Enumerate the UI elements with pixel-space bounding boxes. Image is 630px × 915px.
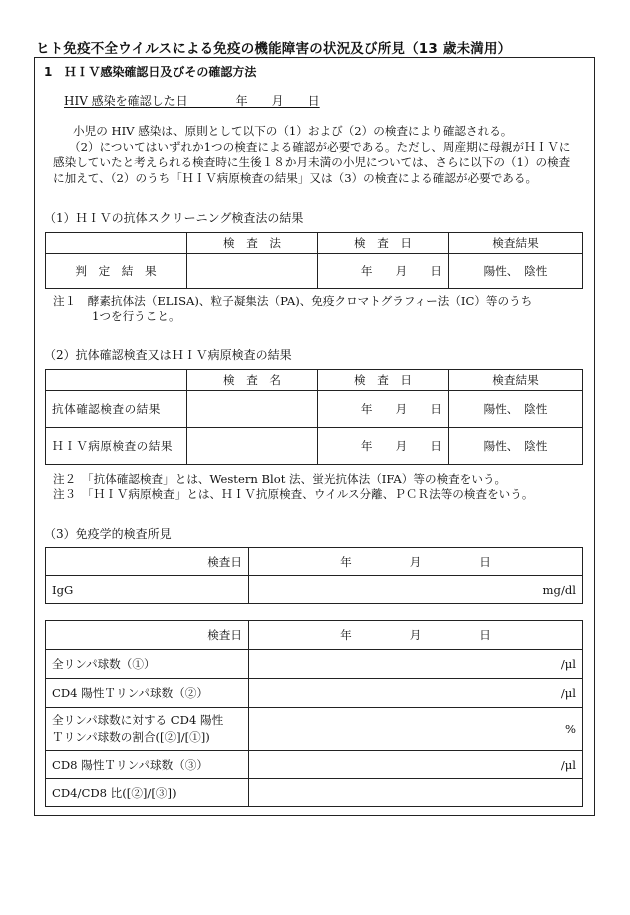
screening-header-date: 検 査 日 [318, 233, 449, 254]
confirm-table [45, 369, 583, 465]
lymph-row-unit: /μl [249, 650, 583, 679]
screening-header-result: 検査結果 [449, 233, 583, 254]
confirm-header-blank [46, 370, 187, 391]
confirm-date-cell: 年 月 日 [318, 391, 449, 428]
igg-value-row [46, 576, 583, 604]
igg-table [45, 547, 583, 604]
confirm-header-row [46, 370, 583, 391]
confirm-heading: （2）抗体確認検査又はＨＩＶ病原検査の結果 [44, 348, 292, 362]
lymph-date-row [46, 621, 583, 650]
section1-heading: 1 ＨＩＶ感染確認日及びその確認方法 [44, 65, 257, 79]
igg-date-label: 検査日 [46, 548, 249, 576]
immuno-heading: （3）免疫学的検査所見 [44, 527, 172, 541]
screening-result-cell: 陽性、 陰性 [449, 254, 583, 289]
paragraph-line-2: （2）についてはいずれか1つの検査による確認が必要である。ただし、周産期に母親がＨＩＶに感染していたと考えられる検査時に生後１８か月未満の小児については、さらに以下の（1）の検査に加えて、（2）のうち「ＨＩＶ病原検査の結果」又は（3）の検査による確認が必要である。 [53, 139, 571, 185]
confirm-row-label: ＨＩＶ病原検査の結果 [46, 428, 187, 465]
note-2: 注２ 「抗体確認検査」とは、Western Blot 法、蛍光抗体法（IFA）等の検査をいう。 [53, 472, 507, 486]
screening-header-blank [46, 233, 187, 254]
igg-date-row [46, 548, 583, 576]
screening-result-row [46, 254, 583, 289]
screening-method-cell[interactable] [187, 254, 318, 289]
lymph-ratio-label-line1: 全リンパ球数に対する CD4 陽性 [52, 713, 224, 727]
lymph-date-value: 年 月 日 [249, 621, 583, 650]
note-3: 注３ 「ＨＩＶ病原検査」とは、ＨＩＶ抗原検査、ウイルス分離、ＰＣＲ法等の検査をいう。 [53, 487, 534, 501]
lymph-row-unit: % [249, 708, 583, 751]
lymph-row-unit: /μl [249, 751, 583, 779]
confirm-result-cell: 陽性、 陰性 [449, 391, 583, 428]
lymph-row-unit: /μl [249, 679, 583, 708]
lymph-row-cd8 [46, 751, 583, 779]
lymph-date-label: 検査日 [46, 621, 249, 650]
screening-table [45, 232, 583, 289]
screening-date-cell: 年 月 日 [318, 254, 449, 289]
igg-date-value: 年 月 日 [249, 548, 583, 576]
section1-paragraph [53, 124, 581, 186]
screening-row-label: 判 定 結 果 [46, 254, 187, 289]
screening-header-method: 検 査 法 [187, 233, 318, 254]
igg-unit: mg/dl [249, 576, 583, 604]
screening-heading: （1）ＨＩＶの抗体スクリーニング検査法の結果 [44, 211, 304, 225]
lymph-row-label: 全リンパ球数（①） [46, 650, 249, 679]
confirm-result-cell: 陽性、 陰性 [449, 428, 583, 465]
confirm-header-date: 検 査 日 [318, 370, 449, 391]
hiv-confirm-date-line: HIV 感染を確認した日 年 月 日 [64, 94, 320, 108]
igg-label: IgG [46, 576, 249, 604]
lymph-row-cd4-cd8-ratio [46, 779, 583, 807]
lymph-row-unit [249, 779, 583, 807]
confirm-name-cell[interactable] [187, 391, 318, 428]
note-1: 注１ 酵素抗体法（ELISA)、粒子凝集法（PA)、免疫クロマトグラフィー法（IC）等のうち [53, 294, 533, 308]
lymph-ratio-label-line2: Ｔリンパ球数の割合([②]/[①]) [52, 730, 210, 744]
lymph-row-cd4 [46, 679, 583, 708]
confirm-header-name: 検 査 名 [187, 370, 318, 391]
lymph-row-label [46, 708, 249, 751]
note-1-cont: 1つを行うこと。 [92, 309, 181, 323]
confirm-row-label: 抗体確認検査の結果 [46, 391, 187, 428]
confirm-row-pathogen [46, 428, 583, 465]
lymphocyte-table [45, 620, 583, 807]
confirm-name-cell[interactable] [187, 428, 318, 465]
confirm-date-cell: 年 月 日 [318, 428, 449, 465]
confirm-row-antibody [46, 391, 583, 428]
lymph-row-label: CD8 陽性Ｔリンパ球数（③） [46, 751, 249, 779]
lymph-row-label: CD4/CD8 比([②]/[③]) [46, 779, 249, 807]
lymph-row-cd4-ratio [46, 708, 583, 751]
lymph-row-total [46, 650, 583, 679]
confirm-header-result: 検査結果 [449, 370, 583, 391]
lymph-row-label: CD4 陽性Ｔリンパ球数（②） [46, 679, 249, 708]
document-title: ヒト免疫不全ウイルスによる免疫の機能障害の状況及び所見（13 歳未満用） [36, 41, 512, 57]
screening-header-row [46, 233, 583, 254]
paragraph-line-1: 小児の HIV 感染は、原則として以下の（1）および（2）の検査により確認される。 [73, 124, 513, 138]
